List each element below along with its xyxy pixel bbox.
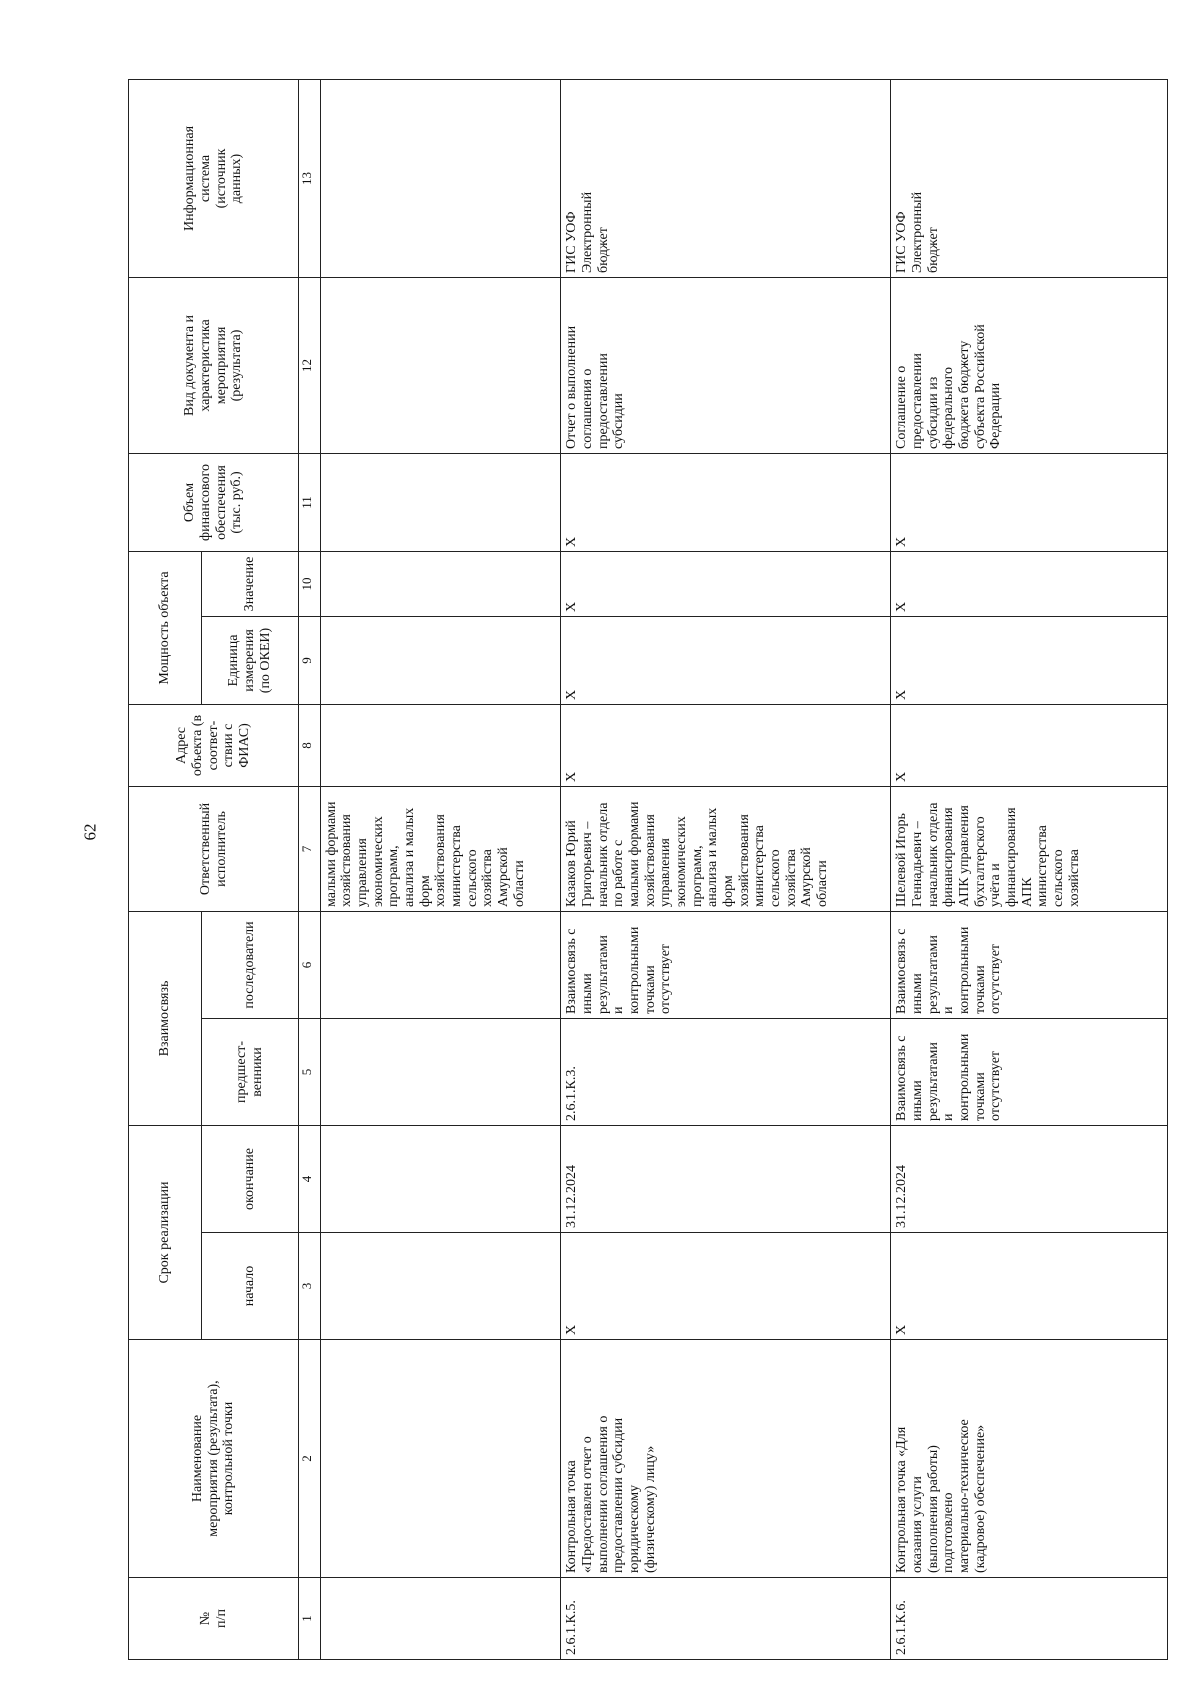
header-predecessors: предшест- венники [202,1019,299,1126]
row-number: 2.6.1.К.6. [891,1578,1168,1660]
info-system [320,79,561,277]
responsible-executor: малыми формами хозяйствования управления экономических программ, анализа и малых форм хозяйствования министерства сельского хозяйства Амурской области [320,787,561,912]
column-number: 3 [299,1233,321,1340]
financing-amount: X [561,453,891,551]
row-number [320,1578,561,1660]
end-date: 31.12.2024 [561,1126,891,1233]
implementation-plan-table [128,79,1168,1660]
header-name: Наименование мероприятия (результата), контрольной точки [129,1340,299,1578]
column-number: 5 [299,1019,321,1126]
power-value: X [561,551,891,616]
document-type [320,277,561,453]
column-number: 8 [299,705,321,787]
document-type: Отчет о выполнении соглашения о предоставлении субсидии [561,277,891,453]
row-number: 2.6.1.К.5. [561,1578,891,1660]
header-responsible: Ответственный исполнитель [129,787,299,912]
predecessors [320,1019,561,1126]
unit-of-measure [320,617,561,705]
object-address: X [561,705,891,787]
item-name: Контрольная точка «Для оказания услуги (выполнения работы) подготовлено материально-техническое (кадровое) обеспечение» [891,1340,1168,1578]
column-number: 7 [299,787,321,912]
financing-amount: X [891,453,1168,551]
table-row [561,79,891,1659]
column-number: 12 [299,277,321,453]
document-sheet [128,80,1168,1660]
responsible-executor: Казаков Юрий Григорьевич – начальник отдела по работе с малыми формами хозяйствования управления экономических программ, анализа и малых форм хозяйствования министерства сельского хозяйства Амурской области [561,787,891,912]
end-date: 31.12.2024 [891,1126,1168,1233]
column-number-row [299,79,321,1659]
unit-of-measure: X [891,617,1168,705]
start-date: X [561,1233,891,1340]
column-number: 2 [299,1340,321,1578]
start-date [320,1233,561,1340]
info-system: ГИС УОФ Электронный бюджет [561,79,891,277]
document-type: Соглашение о предоставлении субсидии из федерального бюджета бюджету субъекта Российской Федерации [891,277,1168,453]
financing-amount [320,453,561,551]
column-number: 9 [299,617,321,705]
column-number: 4 [299,1126,321,1233]
successors: Взаимосвязь с иными результатами и контрольными точками отсутствует [561,912,891,1019]
successors: Взаимосвязь с иными результатами и контрольными точками отсутствует [891,912,1168,1019]
object-address: X [891,705,1168,787]
predecessors: Взаимосвязь с иными результатами и контрольными точками отсутствует [891,1019,1168,1126]
start-date: X [891,1233,1168,1340]
header-end: окончание [202,1126,299,1233]
header-unit: Единица измерения (по ОКЕИ) [202,617,299,705]
header-start: начало [202,1233,299,1340]
responsible-executor: Шелевой Игорь Геннадьевич – начальник отдела финансирования АПК управления бухгалтерского учёта и финансирования АПК министерства сельского хозяйства [891,787,1168,912]
header-term: Срок реализации [129,1126,202,1340]
header-value: Значение [202,551,299,616]
header-document: Вид документа и характеристика мероприятия (результата) [129,277,299,453]
power-value: X [891,551,1168,616]
unit-of-measure: X [561,617,891,705]
object-address [320,705,561,787]
item-name [320,1340,561,1578]
header-power: Мощность объекта [129,551,202,704]
predecessors: 2.6.1.К.3. [561,1019,891,1126]
header-link: Взаимосвязь [129,912,202,1126]
table-row [891,79,1168,1659]
column-number: 13 [299,79,321,277]
column-number: 11 [299,453,321,551]
header-info-system: Информационная система (источник данных) [129,79,299,277]
header-row-number: № п/п [129,1578,299,1660]
header-address: Адрес объекта (в соответ- ствии с ФИАС) [129,705,299,787]
table-row [320,79,561,1659]
column-number: 1 [299,1578,321,1660]
column-number: 10 [299,551,321,616]
power-value [320,551,561,616]
end-date [320,1126,561,1233]
column-number: 6 [299,912,321,1019]
info-system: ГИС УОФ Электронный бюджет [891,79,1168,277]
item-name: Контрольная точка «Предоставлен отчет о выполнении соглашения о предоставлении субсидии юридическому (физическому) лицу» [561,1340,891,1578]
header-successors: последователи [202,912,299,1019]
successors [320,912,561,1019]
header-financing: Объем финансового обеспечения (тыс. руб.) [129,453,299,551]
page-number: 62 [80,823,100,841]
